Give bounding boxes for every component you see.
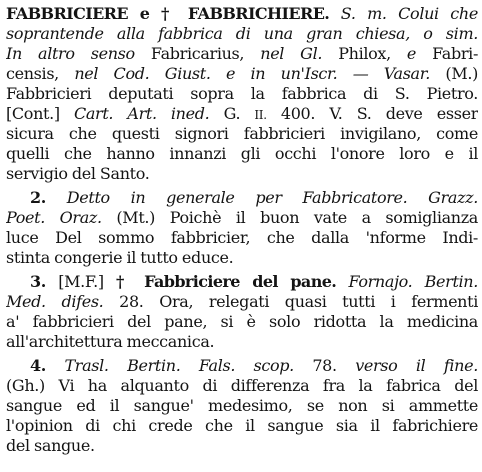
- connector-text: e: [406, 44, 417, 63]
- sense-number: 3.: [30, 272, 47, 291]
- sense-number: 2.: [30, 188, 47, 207]
- text-line: [6, 228, 478, 248]
- text-line: [6, 44, 478, 64]
- example-text: servigio del Santo.: [6, 164, 150, 183]
- example-text: all'architettura meccanica.: [6, 332, 215, 351]
- example-text: a' fabbricieri del pane, si è solo ridotta la medicina: [6, 312, 478, 331]
- text-line: [6, 208, 478, 228]
- text-line: [6, 84, 478, 104]
- source-citation: nel Cod. Giust. e in un'Iscr. — Vasar.: [74, 64, 431, 83]
- label-text: In altro senso: [6, 44, 135, 63]
- citation-ref: G.: [209, 104, 255, 123]
- source-citation: Poet. Oraz.: [6, 208, 102, 227]
- source-marker: (Gh.): [6, 376, 45, 395]
- text-line: [6, 436, 478, 456]
- text-line: [6, 144, 478, 164]
- volume-number: II.: [254, 108, 267, 122]
- text-line: [30, 188, 478, 208]
- text-line: [6, 164, 478, 184]
- text-line: [30, 272, 478, 292]
- latin-term: Philox,: [322, 44, 407, 63]
- text-line: [6, 312, 478, 332]
- example-text: sicura che questi signori fabbricieri invigilano, come: [6, 124, 478, 143]
- example-text: Vi ha alquanto di differenza fra la fabrica del: [44, 376, 478, 395]
- definition-text: soprantende alla fabbrica di una gran chiesa, o sim.: [6, 24, 478, 43]
- example-text: del sangue.: [6, 436, 95, 455]
- citation-ref: 78.: [293, 356, 356, 375]
- text-line: [6, 396, 478, 416]
- latin-term: Fabricarius,: [134, 44, 261, 63]
- example-text: quelli che hanno innanzi gli occhi l'onore loro e il: [6, 144, 478, 163]
- source-citation: Cart. Art. ined.: [73, 104, 210, 123]
- text-line: [6, 4, 478, 24]
- text-line: [6, 24, 478, 44]
- text-line: [30, 356, 478, 376]
- example-text: Fabbricieri deputati sopra la fabbrica di S. Pietro.: [6, 84, 478, 103]
- editor-marker: [M.F.]: [46, 272, 116, 291]
- example-text: l'opinion di chi crede che il sangue sia il fabrichiere: [6, 416, 478, 435]
- source-citation: nel Gl.: [260, 44, 323, 63]
- definition-text: Detto in generale per Fabbricatore. Grazz.: [46, 188, 478, 207]
- grammar-label: S. m. Colui che: [329, 4, 478, 23]
- text-line: [6, 376, 478, 396]
- latin-term: censis,: [6, 64, 75, 83]
- text-line: [6, 248, 478, 268]
- citation-note: verso il fine.: [355, 356, 478, 375]
- example-text: sangue ed il sangue' medesimo, se non si ammette: [6, 396, 478, 415]
- text-line: [6, 332, 478, 352]
- text-line: [6, 64, 478, 84]
- editor-marker: [Cont.]: [6, 104, 74, 123]
- sense-number: 4.: [30, 356, 47, 375]
- text-line: [6, 416, 478, 436]
- text-line: [6, 124, 478, 144]
- source-citation: Med. difes.: [6, 292, 104, 311]
- example-text: 400. V. S. deve esser: [266, 104, 478, 123]
- definition-text: Fornajo. Bertin.: [336, 272, 478, 291]
- text-line: [6, 292, 478, 312]
- source-marker: (M.): [430, 64, 478, 83]
- example-text: (Mt.) Poichè il buon vate a somiglianza: [101, 208, 478, 227]
- text-line: [6, 104, 478, 124]
- example-text: stinta congerie il tutto educe.: [6, 248, 234, 267]
- example-text: 28. Ora, relegati quasi tutti i fermenti: [103, 292, 478, 311]
- headword: FABBRICIERE e † FABBRICHIERE.: [6, 4, 330, 23]
- sub-headword: † Fabbriciere del pane.: [115, 272, 337, 291]
- latin-term: Fabri-: [416, 44, 478, 63]
- source-citation: Trasl. Bertin. Fals. scop.: [46, 356, 294, 375]
- example-text: luce Del sommo fabbricier, che dalla 'nforme Indi-: [6, 228, 478, 247]
